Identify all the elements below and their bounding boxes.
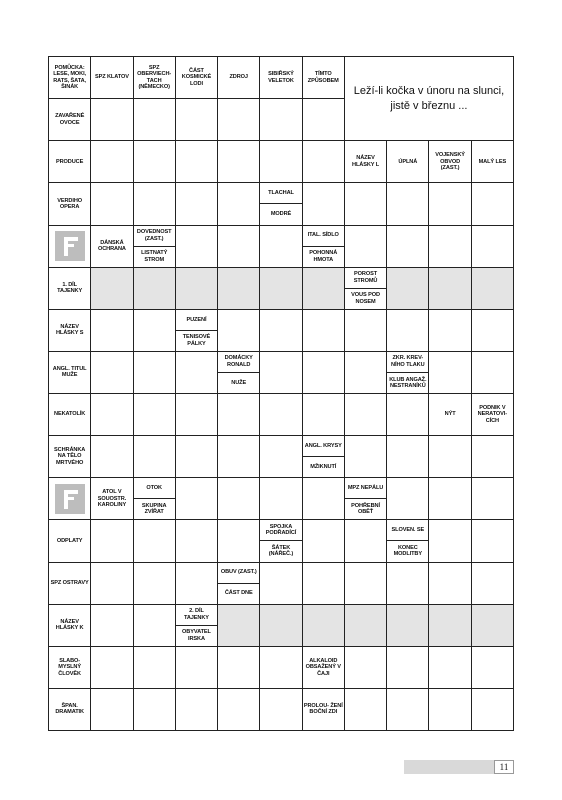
answer-cell[interactable] bbox=[259, 435, 302, 478]
secret-answer-cell[interactable] bbox=[428, 604, 471, 647]
clue-text: SPZ OBERVIECH- TACH (NĚMECKO) bbox=[137, 64, 172, 90]
answer-cell[interactable] bbox=[302, 477, 345, 520]
answer-cell[interactable] bbox=[259, 309, 302, 352]
clue-cell bbox=[386, 140, 429, 183]
answer-cell[interactable] bbox=[259, 562, 302, 605]
clue-text: MPZ NEPÁLU bbox=[347, 485, 384, 492]
clue-cell bbox=[302, 646, 345, 689]
secret-answer-cell[interactable] bbox=[217, 267, 260, 310]
clue-cell bbox=[302, 56, 345, 99]
answer-cell[interactable] bbox=[344, 182, 387, 225]
answer-cell[interactable] bbox=[133, 98, 176, 141]
clue-text: PROLOU- ŽENÍ BOČNÍ ZDI bbox=[303, 703, 343, 716]
answer-cell[interactable] bbox=[217, 435, 260, 478]
answer-cell[interactable] bbox=[133, 140, 176, 183]
answer-cell[interactable] bbox=[302, 393, 345, 436]
answer-cell[interactable] bbox=[302, 562, 345, 605]
answer-cell[interactable] bbox=[428, 309, 471, 352]
clue-text: NÁZEV HLÁSKY S bbox=[55, 323, 84, 337]
answer-cell[interactable] bbox=[133, 646, 176, 689]
answer-cell[interactable] bbox=[217, 98, 260, 141]
answer-cell[interactable] bbox=[90, 393, 133, 436]
answer-cell[interactable] bbox=[133, 182, 176, 225]
clue-text: NUŽE bbox=[218, 372, 259, 393]
clue-cell bbox=[471, 140, 514, 183]
answer-cell[interactable] bbox=[428, 182, 471, 225]
answer-cell[interactable] bbox=[428, 519, 471, 562]
answer-cell[interactable] bbox=[217, 646, 260, 689]
answer-cell[interactable] bbox=[344, 646, 387, 689]
answer-cell[interactable] bbox=[175, 140, 218, 183]
clue-cell bbox=[133, 225, 176, 268]
answer-cell[interactable] bbox=[428, 688, 471, 731]
secret-answer-cell[interactable] bbox=[386, 604, 429, 647]
page-number: 11 bbox=[494, 760, 514, 774]
clue-cell bbox=[133, 56, 176, 99]
clue-cell bbox=[428, 393, 471, 436]
answer-cell[interactable] bbox=[217, 519, 260, 562]
answer-cell[interactable] bbox=[344, 519, 387, 562]
clue-cell bbox=[344, 267, 387, 310]
clue-cell bbox=[259, 182, 302, 225]
clue-text: DÁNSKÁ OCHRANA bbox=[97, 239, 126, 253]
clue-text: ZKR. KREV- NÍHO TLAKU bbox=[391, 355, 425, 368]
clue-text: ATOL V SOUOSTR. KAROLINY bbox=[97, 489, 127, 509]
secret-answer-cell[interactable] bbox=[344, 604, 387, 647]
clue-text: SLOVEN. SE bbox=[391, 527, 425, 534]
answer-cell[interactable] bbox=[344, 393, 387, 436]
puzzle-title: Leží-li kočka v únoru na slunci, jistě v březnu ... bbox=[344, 56, 514, 141]
clue-text: MALÝ LES bbox=[478, 158, 507, 165]
answer-cell[interactable] bbox=[428, 646, 471, 689]
clue-cell bbox=[175, 56, 218, 99]
clue-text: ŠPAN. DRAMATIK bbox=[55, 703, 84, 716]
answer-cell[interactable] bbox=[471, 562, 514, 605]
answer-cell[interactable] bbox=[259, 393, 302, 436]
clue-cell bbox=[428, 140, 471, 183]
clue-cell bbox=[48, 393, 91, 436]
answer-cell[interactable] bbox=[344, 688, 387, 731]
clue-text: PODNIK V NERATOVI- CÍCH bbox=[477, 404, 508, 424]
clue-text: ZAVAŘENÉ OVOCE bbox=[55, 113, 85, 126]
answer-cell[interactable] bbox=[386, 477, 429, 520]
answer-cell[interactable] bbox=[386, 435, 429, 478]
answer-cell[interactable] bbox=[386, 393, 429, 436]
secret-answer-cell[interactable] bbox=[259, 267, 302, 310]
answer-cell[interactable] bbox=[386, 562, 429, 605]
answer-cell[interactable] bbox=[175, 225, 218, 268]
clue-cell bbox=[90, 56, 133, 99]
answer-cell[interactable] bbox=[471, 309, 514, 352]
answer-cell[interactable] bbox=[259, 98, 302, 141]
secret-answer-cell[interactable] bbox=[90, 267, 133, 310]
answer-cell[interactable] bbox=[386, 182, 429, 225]
answer-cell[interactable] bbox=[90, 351, 133, 394]
clue-text: POROST STROMŮ bbox=[353, 271, 378, 284]
clue-cell bbox=[48, 646, 91, 689]
clue-text: PRODUCE bbox=[55, 158, 84, 165]
clue-text: OTOK bbox=[146, 485, 162, 492]
clue-text: VOJENSKÝ OBVOD (ZAST.) bbox=[435, 152, 465, 172]
clue-text: PUZENÍ bbox=[186, 316, 207, 323]
clue-text: KLUB ANGAŽ. NESTRANÍKŮ bbox=[387, 372, 428, 393]
secret-answer-cell[interactable] bbox=[133, 267, 176, 310]
clue-cell bbox=[48, 519, 91, 562]
answer-cell[interactable] bbox=[471, 351, 514, 394]
logo-mark bbox=[55, 231, 85, 261]
answer-cell[interactable] bbox=[175, 351, 218, 394]
answer-cell[interactable] bbox=[90, 604, 133, 647]
secret-answer-cell[interactable] bbox=[428, 267, 471, 310]
secret-answer-cell[interactable] bbox=[217, 604, 260, 647]
clue-text: ČÁST DNE bbox=[218, 583, 259, 604]
answer-cell[interactable] bbox=[259, 140, 302, 183]
answer-cell[interactable] bbox=[217, 309, 260, 352]
clue-cell bbox=[259, 519, 302, 562]
clue-cell bbox=[48, 267, 91, 310]
clue-text: ŠÁTEK (NÁŘEČ.) bbox=[260, 540, 301, 561]
answer-cell[interactable] bbox=[133, 688, 176, 731]
answer-cell[interactable] bbox=[471, 435, 514, 478]
clue-cell bbox=[90, 477, 133, 520]
answer-cell[interactable] bbox=[386, 225, 429, 268]
answer-cell[interactable] bbox=[133, 562, 176, 605]
clue-text: SIBIŘSKÝ VELETOK bbox=[268, 71, 294, 84]
answer-cell[interactable] bbox=[133, 604, 176, 647]
clue-cell bbox=[259, 56, 302, 99]
clue-cell bbox=[48, 351, 91, 394]
answer-cell[interactable] bbox=[175, 182, 218, 225]
clue-text: NÁZEV HLÁSKY L bbox=[352, 155, 380, 168]
answer-cell[interactable] bbox=[471, 688, 514, 731]
clue-cell bbox=[48, 309, 91, 352]
answer-cell[interactable] bbox=[471, 225, 514, 268]
answer-cell[interactable] bbox=[302, 519, 345, 562]
answer-cell[interactable] bbox=[175, 98, 218, 141]
clue-cell bbox=[48, 435, 91, 478]
clue-text: ÚPLNÁ bbox=[398, 158, 418, 165]
answer-cell[interactable] bbox=[90, 435, 133, 478]
answer-cell[interactable] bbox=[302, 140, 345, 183]
crossword-grid bbox=[48, 56, 513, 730]
clue-cell bbox=[48, 140, 91, 183]
clue-cell bbox=[217, 351, 260, 394]
answer-cell[interactable] bbox=[471, 646, 514, 689]
clue-text: SLABO- MYSLNÝ ČLOVĚK bbox=[58, 657, 81, 677]
clue-cell bbox=[175, 604, 218, 647]
answer-cell[interactable] bbox=[175, 519, 218, 562]
clue-cell bbox=[48, 562, 91, 605]
clue-text: ANGL. TITUL MUŽE bbox=[52, 366, 87, 379]
clue-cell bbox=[302, 225, 345, 268]
clue-text: KONEC MODLITBY bbox=[387, 540, 428, 561]
answer-cell[interactable] bbox=[302, 98, 345, 141]
secret-answer-cell[interactable] bbox=[302, 267, 345, 310]
secret-answer-cell[interactable] bbox=[259, 604, 302, 647]
logo-icon bbox=[48, 225, 91, 268]
clue-text: MŽIKNUTÍ bbox=[303, 456, 344, 477]
clue-text: DOVEDNOST (ZAST.) bbox=[136, 229, 172, 242]
answer-cell[interactable] bbox=[175, 435, 218, 478]
clue-text: POHŘEBNÍ OBĚŤ bbox=[345, 498, 386, 519]
clue-text: LISTNATÝ STROM bbox=[134, 246, 175, 267]
clue-cell bbox=[344, 140, 387, 183]
clue-text: OBYVATEL IRSKA bbox=[176, 625, 217, 646]
clue-text: DOMÁCKY RONALD bbox=[224, 355, 253, 368]
clue-text: ANGL. KRYSY bbox=[304, 442, 342, 449]
clue-cell bbox=[48, 98, 91, 141]
clue-cell bbox=[217, 562, 260, 605]
clue-cell bbox=[471, 393, 514, 436]
answer-cell[interactable] bbox=[90, 140, 133, 183]
clue-text: ZDROJ bbox=[229, 74, 248, 81]
answer-cell[interactable] bbox=[217, 477, 260, 520]
clue-text: SPZ KLATOV bbox=[94, 74, 129, 81]
clue-text: TLACHAL bbox=[268, 190, 294, 197]
answer-cell[interactable] bbox=[471, 182, 514, 225]
clue-cell bbox=[48, 688, 91, 731]
clue-cell bbox=[175, 309, 218, 352]
answer-cell[interactable] bbox=[428, 477, 471, 520]
answer-cell[interactable] bbox=[344, 562, 387, 605]
answer-cell[interactable] bbox=[259, 646, 302, 689]
clue-cell bbox=[48, 56, 91, 99]
answer-cell[interactable] bbox=[90, 309, 133, 352]
answer-cell[interactable] bbox=[175, 477, 218, 520]
clue-cell bbox=[344, 477, 387, 520]
answer-cell[interactable] bbox=[302, 309, 345, 352]
clue-cell bbox=[217, 56, 260, 99]
clue-text: NÝT bbox=[444, 411, 456, 418]
clue-text: SCHRÁNKA NA TĚLO MRTVÉHO bbox=[54, 447, 86, 466]
clue-cell bbox=[133, 477, 176, 520]
answer-cell[interactable] bbox=[217, 225, 260, 268]
clue-text: MODRÉ bbox=[260, 203, 301, 224]
answer-cell[interactable] bbox=[90, 98, 133, 141]
clue-text: ALKALOID OBSAŽENÝ V ČAJI bbox=[305, 657, 341, 677]
secret-answer-cell[interactable] bbox=[302, 604, 345, 647]
logo-icon bbox=[48, 477, 91, 520]
answer-cell[interactable] bbox=[344, 435, 387, 478]
clue-text: NÁZEV HLÁSKY K bbox=[55, 618, 84, 632]
clue-text: POHONNÁ HMOTA bbox=[303, 246, 344, 267]
answer-cell[interactable] bbox=[428, 351, 471, 394]
answer-cell[interactable] bbox=[90, 182, 133, 225]
clue-cell bbox=[48, 182, 91, 225]
clue-cell bbox=[90, 225, 133, 268]
answer-cell[interactable] bbox=[259, 688, 302, 731]
logo-mark bbox=[55, 484, 85, 514]
answer-cell[interactable] bbox=[386, 688, 429, 731]
secret-answer-cell[interactable] bbox=[471, 267, 514, 310]
answer-cell[interactable] bbox=[90, 562, 133, 605]
answer-cell[interactable] bbox=[386, 646, 429, 689]
answer-cell[interactable] bbox=[259, 351, 302, 394]
answer-cell[interactable] bbox=[259, 225, 302, 268]
answer-cell[interactable] bbox=[217, 688, 260, 731]
secret-answer-cell[interactable] bbox=[386, 267, 429, 310]
answer-cell[interactable] bbox=[133, 393, 176, 436]
answer-cell[interactable] bbox=[302, 351, 345, 394]
clue-text: TENISOVÉ PÁLKY bbox=[176, 330, 217, 351]
clue-text: NEKATOLÍK bbox=[54, 411, 86, 418]
answer-cell[interactable] bbox=[90, 646, 133, 689]
clue-cell bbox=[302, 688, 345, 731]
clue-text: ČÁST KOSMICKÉ LODI bbox=[181, 67, 212, 87]
answer-cell[interactable] bbox=[133, 519, 176, 562]
clue-text: TÍMTO ZPŮSOBEM bbox=[307, 71, 339, 84]
clue-text: VOUS POD NOSEM bbox=[345, 288, 386, 309]
answer-cell[interactable] bbox=[344, 351, 387, 394]
clue-cell bbox=[386, 351, 429, 394]
secret-answer-cell[interactable] bbox=[471, 604, 514, 647]
answer-cell[interactable] bbox=[217, 182, 260, 225]
answer-cell[interactable] bbox=[428, 435, 471, 478]
answer-cell[interactable] bbox=[175, 562, 218, 605]
answer-cell[interactable] bbox=[259, 477, 302, 520]
answer-cell[interactable] bbox=[133, 309, 176, 352]
clue-text: POMŮCKA: LESE, MOKI, RATS, ŠATA, ŠINÁK bbox=[53, 64, 87, 90]
clue-text: OBUV (ZAST.) bbox=[220, 569, 257, 576]
clue-text: SPOJKA PODŘADÍCÍ bbox=[265, 523, 297, 537]
clue-cell bbox=[386, 519, 429, 562]
clue-text: SPZ OSTRAVY bbox=[50, 579, 89, 586]
answer-cell[interactable] bbox=[175, 688, 218, 731]
answer-cell[interactable] bbox=[471, 519, 514, 562]
answer-cell[interactable] bbox=[344, 225, 387, 268]
answer-cell[interactable] bbox=[217, 393, 260, 436]
answer-cell[interactable] bbox=[175, 393, 218, 436]
clue-cell bbox=[48, 604, 91, 647]
answer-cell[interactable] bbox=[302, 182, 345, 225]
clue-text: ODPLATY bbox=[56, 537, 83, 544]
answer-cell[interactable] bbox=[90, 688, 133, 731]
clue-text: VERDIHO OPERA bbox=[57, 197, 83, 210]
answer-cell[interactable] bbox=[386, 309, 429, 352]
clue-text: ITAL. SÍDLO bbox=[307, 232, 339, 239]
clue-cell bbox=[302, 435, 345, 478]
answer-cell[interactable] bbox=[217, 140, 260, 183]
answer-cell[interactable] bbox=[344, 309, 387, 352]
clue-text: 2. DÍL TAJENKY bbox=[183, 608, 209, 621]
answer-cell[interactable] bbox=[175, 646, 218, 689]
answer-cell[interactable] bbox=[428, 225, 471, 268]
answer-cell[interactable] bbox=[133, 435, 176, 478]
answer-cell[interactable] bbox=[471, 477, 514, 520]
clue-text: SKUPINA ZVÍŘAT bbox=[134, 498, 175, 519]
answer-cell[interactable] bbox=[428, 562, 471, 605]
secret-answer-cell[interactable] bbox=[175, 267, 218, 310]
clue-text: 1. DÍL TAJENKY bbox=[57, 281, 83, 295]
answer-cell[interactable] bbox=[90, 519, 133, 562]
answer-cell[interactable] bbox=[133, 351, 176, 394]
